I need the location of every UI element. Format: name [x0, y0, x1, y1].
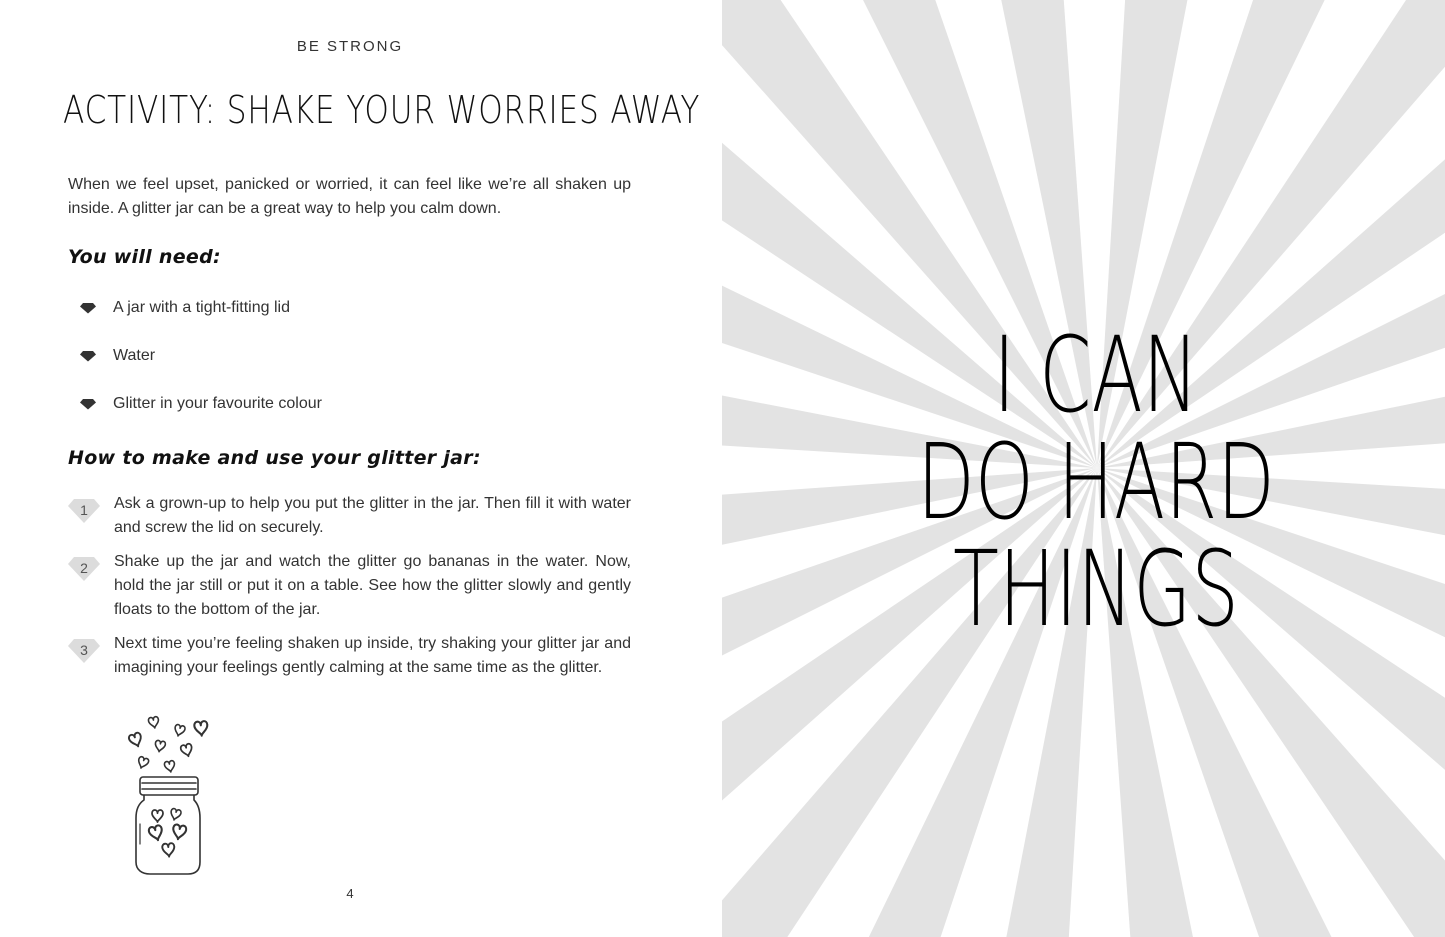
step-item [68, 632, 631, 680]
running-header: BE STRONG [296, 38, 404, 55]
step-number-badge [68, 556, 100, 582]
list-item-label: Water [113, 347, 156, 364]
intro-paragraph: When we feel upset, panicked or worried, it can feel like we’re all shaken up inside. A glitter jar can be a great way to help you calm down. [68, 176, 631, 217]
list-item-label: A jar with a tight-fitting lid [113, 299, 290, 316]
affirmation-text [722, 314, 1445, 650]
step-text: Next time you’re feeling shaken up inside, try shaking your glitter jar and imagining your feelings gently calming at the same time as the glitter. [114, 635, 631, 676]
gem-bullet-icon [80, 392, 96, 416]
left-page [0, 0, 722, 937]
list-item-label: Glitter in your favourite colour [113, 395, 322, 412]
needs-list [80, 296, 322, 440]
step-item [68, 492, 631, 540]
list-item [80, 392, 322, 440]
steps-heading: How to make and use your glitter jar: [68, 447, 481, 469]
step-text: Ask a grown-up to help you put the glitter in the jar. Then fill it with water and screw the lid on securely. [114, 495, 631, 536]
needs-heading: You will need: [68, 246, 221, 268]
affirmation-line: DO HARD [917, 421, 1275, 543]
right-page [722, 0, 1445, 937]
gem-bullet-icon [80, 296, 96, 320]
list-item [80, 344, 322, 392]
activity-title: ACTIVITY: SHAKE YOUR WORRIES AWAY [63, 88, 701, 132]
step-number: 3 [80, 642, 88, 658]
gem-bullet-icon [80, 344, 96, 368]
step-item [68, 550, 631, 622]
step-number-badge [68, 638, 100, 664]
step-number-badge [68, 498, 100, 524]
step-number: 2 [80, 560, 88, 576]
step-text: Shake up the jar and watch the glitter go bananas in the water. Now, hold the jar still or put it on a table. See how the glitter slowly and gently floats to the bottom of the jar. [114, 553, 631, 618]
page-number: 4 [346, 886, 354, 901]
affirmation-line: THINGS [953, 528, 1239, 650]
affirmation-line: I CAN [993, 314, 1199, 436]
steps-list [68, 492, 631, 690]
jar-of-hearts-icon [118, 712, 218, 882]
step-number: 1 [80, 502, 88, 518]
list-item [80, 296, 322, 344]
